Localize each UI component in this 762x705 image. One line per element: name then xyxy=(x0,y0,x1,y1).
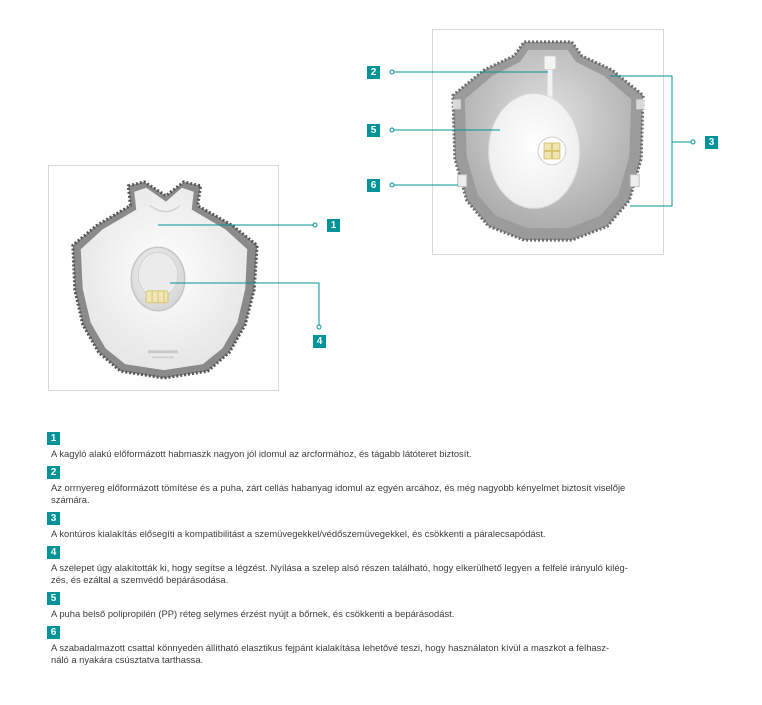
callout-badge-4: 4 xyxy=(313,335,326,348)
callout-badge-1: 1 xyxy=(327,219,340,232)
leader-dot-1 xyxy=(313,223,317,227)
leader-dot-6 xyxy=(390,183,394,187)
feature-text: Az orrnyereg előformázott tömítése és a puha, zárt cellás habanyag idomul az egyén arcához, és még nagyobb kényelmet biztosít viselője számára. xyxy=(51,482,626,505)
feature-number: 4 xyxy=(47,546,60,559)
feature-item xyxy=(47,546,727,586)
leader-dot-2 xyxy=(390,70,394,74)
feature-number: 1 xyxy=(47,432,60,445)
leader-dot-4 xyxy=(317,325,321,329)
respirator-inside-illustration xyxy=(433,30,663,254)
feature-item xyxy=(47,626,727,666)
feature-text: A szabadalmazott csattal könnyedén állítható elasztikus fejpánt kialakítása lehetővé teszi, hogy használaton kívül a maszkot a felhasz- náló a nyakára csúsztatva tarthassa. xyxy=(51,642,610,665)
callout-badge-3: 3 xyxy=(705,136,718,149)
feature-text: A kontúros kialakítás elősegíti a kompatibilitást a szemüvegekkel/védőszemüvegekkel, és csökkenti a páralecsapódást. xyxy=(51,528,546,539)
feature-text: A szelepet úgy alakították ki, hogy segítse a légzést. Nyílása a szelep alsó részen található, hogy elkerülhető legyen a felfelé irányuló kilég- zés, és ezáltal a szemvédő bepárásodása. xyxy=(51,562,628,585)
respirator-front-photo xyxy=(48,165,279,391)
feature-text: A puha belső polipropilén (PP) réteg selymes érzést nyújt a bőrnek, és csökkenti a bepárásodást. xyxy=(51,608,455,619)
feature-item xyxy=(47,466,727,506)
feature-item xyxy=(47,512,727,540)
feature-item xyxy=(47,432,727,460)
feature-item xyxy=(47,592,727,620)
respirator-inside-photo xyxy=(432,29,664,255)
feature-number: 2 xyxy=(47,466,60,479)
feature-number: 6 xyxy=(47,626,60,639)
callout-badge-5: 5 xyxy=(367,124,380,137)
feature-text: A kagyló alakú előformázott habmaszk nagyon jól idomul az arcformához, és tágabb látóteret biztosít. xyxy=(51,448,472,459)
callout-badge-6: 6 xyxy=(367,179,380,192)
leader-dot-5 xyxy=(390,128,394,132)
feature-number: 5 xyxy=(47,592,60,605)
feature-number: 3 xyxy=(47,512,60,525)
feature-list xyxy=(47,432,727,672)
valved-respirator-front-illustration xyxy=(49,166,278,390)
callout-badge-2: 2 xyxy=(367,66,380,79)
leader-dot-3 xyxy=(691,140,695,144)
